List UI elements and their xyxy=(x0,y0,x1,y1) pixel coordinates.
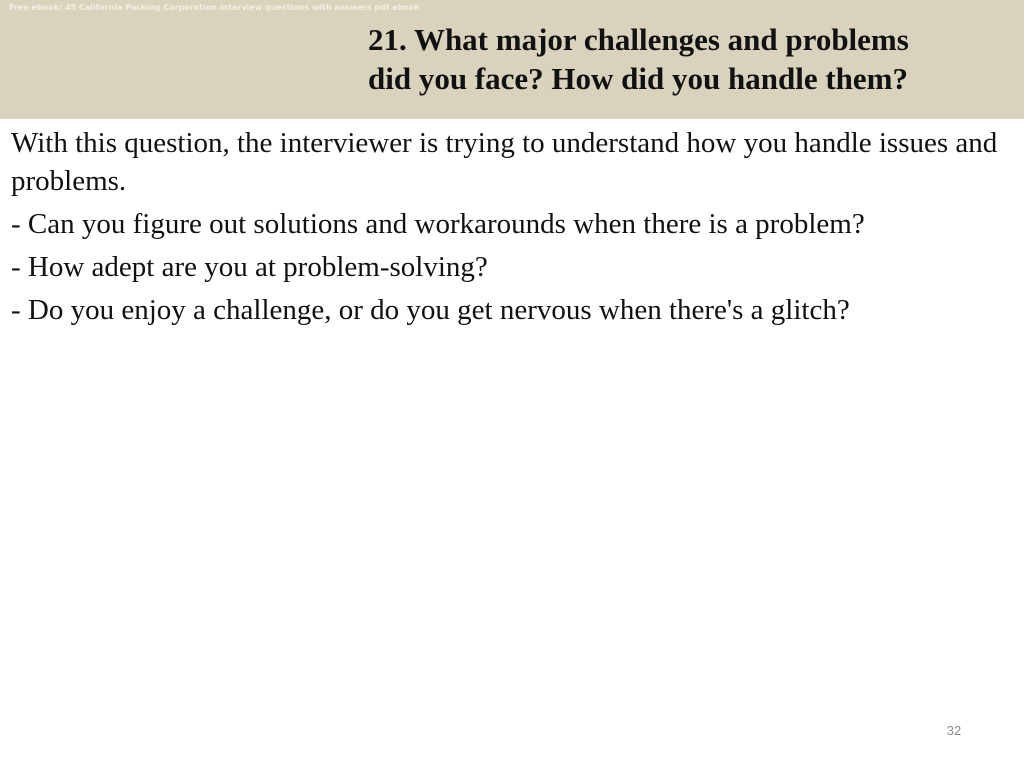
page-number: 32 xyxy=(946,723,962,738)
body-point-1: - Can you figure out solutions and workarounds when there is a problem? xyxy=(11,208,865,240)
slide-body xyxy=(11,124,1016,334)
body-point-2: - How adept are you at problem-solving? xyxy=(11,251,488,283)
body-intro: With this question, the interviewer is trying to understand how you handle issues and problems. xyxy=(11,127,998,197)
header-band xyxy=(0,0,1024,119)
slide-title-line-2: did you face? How did you handle them? xyxy=(368,61,909,96)
slide-title-line-1: 21. What major challenges and problems xyxy=(368,22,909,57)
slide-title xyxy=(368,20,1018,98)
body-point-3: - Do you enjoy a challenge, or do you get nervous when there's a glitch? xyxy=(11,294,850,326)
ebook-watermark: Free ebook: 45 California Packing Corporation interview questions with answers pdf ebook xyxy=(9,3,420,12)
